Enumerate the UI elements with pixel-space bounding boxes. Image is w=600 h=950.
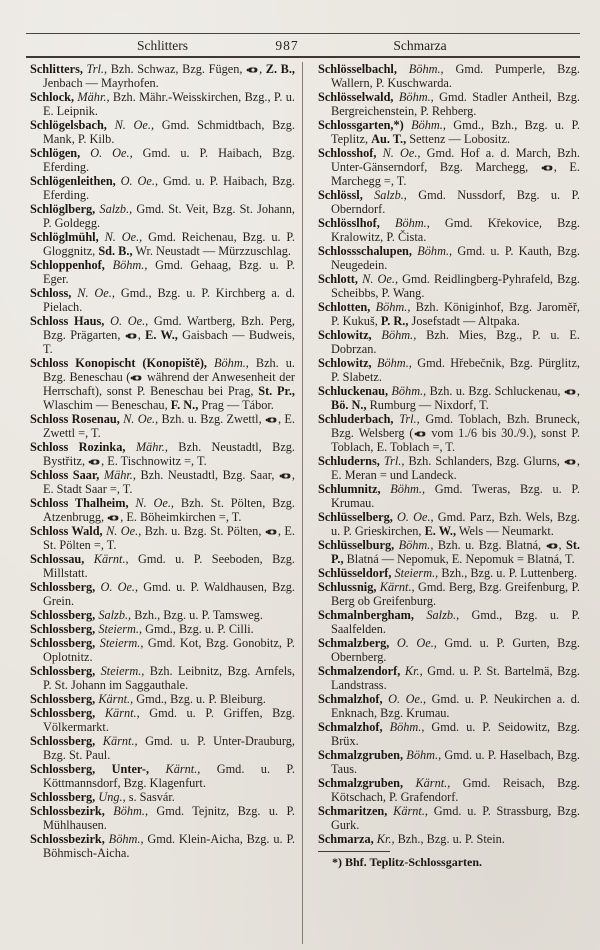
entry-region: Mähr.,	[125, 440, 168, 454]
posthorn-icon	[564, 458, 577, 466]
entry-region: N. Oe.,	[71, 286, 115, 300]
posthorn-icon	[541, 164, 554, 172]
entry-region: Kärnt.,	[387, 804, 428, 818]
gazetteer-entry	[318, 636, 580, 664]
gazetteer-entry	[30, 692, 295, 706]
entry-text: Gmd. Gehaag, Bzg. u. P. Eger.	[43, 258, 295, 286]
entry-name: Schlott,	[318, 272, 358, 286]
entry-text: Gmd. Berg, Bzg. Greifenburg, P. Berg ob Greifenburg.	[331, 580, 580, 608]
entry-region: Kärnt.,	[95, 734, 138, 748]
entry-text: s. Sasvár.	[125, 790, 175, 804]
entry-text: Bzh. u. Bzg. Zwettl,	[158, 412, 265, 426]
entry-name: Schloss Wald,	[30, 524, 103, 538]
gazetteer-entry	[30, 622, 295, 636]
entry-name: Schlöglberg,	[30, 202, 96, 216]
entry-name: Schmalzgruben,	[318, 776, 404, 790]
gazetteer-entry	[318, 692, 580, 720]
header-rule	[26, 56, 580, 58]
entry-text: Gmd., Bzh., Bzg. u. P. Teplitz,	[331, 118, 580, 146]
entry-text: Gmd. Tejnitz, Bzg. u. P. Mühlhausen.	[43, 804, 295, 832]
entry-name: Schlossberg,	[30, 622, 96, 636]
gazetteer-entry	[30, 356, 295, 412]
entry-text: , E. Stadt Saar =, T.	[43, 468, 295, 496]
posthorn-icon	[564, 388, 577, 396]
entry-text: Gmd. Schmidtbach, Bzg. Mank, P. Kilb.	[43, 118, 295, 146]
entry-text: Bzh. Leibnitz, Bzg. Arnfels, P. St. Johann im Saggauthale.	[43, 664, 295, 692]
gazetteer-entry	[30, 636, 295, 664]
entry-name: Schloss Rosenau,	[30, 412, 120, 426]
gazetteer-entry	[318, 720, 580, 748]
entry-text: Gmd. St. Veit, Bzg. St. Johann, P. Goldegg.	[43, 202, 295, 230]
entry-text: Gmd. Pumperle, Bzg. Wallern, P. Kuschwarda.	[331, 62, 580, 90]
entry-name: Schlösselbachl,	[318, 62, 397, 76]
gazetteer-entry	[30, 90, 295, 118]
entry-text: Gaisbach — Budweis, T.	[43, 328, 295, 356]
entry-region: Böhm.,	[403, 748, 442, 762]
gazetteer-entry	[30, 762, 295, 790]
entry-region: Kärnt.,	[95, 706, 140, 720]
entry-region: Salzb.,	[414, 608, 460, 622]
entry-text: Gmd. Parz, Bzh. Wels, Bzg. u. P. Grieskirchen,	[331, 510, 580, 538]
entry-name: Schlossberg,	[30, 790, 96, 804]
entry-text: ,	[137, 328, 146, 342]
posthorn-icon	[546, 542, 559, 550]
entry-name: Schlumnitz,	[318, 482, 381, 496]
entry-region: Salzb.,	[95, 608, 132, 622]
entry-region: Böhm.,	[394, 538, 434, 552]
entry-name: Schlossschalupen,	[318, 244, 412, 258]
entry-region: Kr.,	[400, 664, 423, 678]
entry-name: Schlösslhof,	[318, 216, 380, 230]
entry-text: Bzh. u. Bzg. Blatná,	[433, 538, 546, 552]
entry-region: Böhm.,	[104, 832, 144, 846]
entry-region: Böhm.,	[411, 244, 453, 258]
entry-text: , E. Tischnowitz =, T.	[101, 454, 207, 468]
gazetteer-entry	[318, 482, 580, 510]
entry-text: Gmd. u. P. Gurten, Bzg. Obernberg.	[331, 636, 580, 664]
gazetteer-entry	[30, 118, 295, 146]
entry-text: Bzh. u. Bzg. Schluckenau,	[426, 384, 564, 398]
entry-region: Kr.,	[373, 832, 395, 846]
entry-text: Gmd., Bzg. u. P. Cilli.	[142, 622, 254, 636]
entry-text: Gmd. Křekovice, Bzg. Kralowitz, P. Čista.	[331, 216, 580, 244]
gazetteer-entry	[30, 314, 295, 356]
entry-name: Schlowitz,	[318, 356, 372, 370]
gazetteer-entry	[30, 258, 295, 286]
entry-region: Böhm.,	[379, 216, 430, 230]
entry-text: Gmd. u. P. Griffen, Bzg. Völkermarkt.	[43, 706, 295, 734]
entry-region: Trl.,	[82, 62, 108, 76]
gazetteer-entry	[318, 566, 580, 580]
entry-name: Schlitters,	[30, 62, 83, 76]
entry-text: Gmd. u. P. Haselbach, Bzg. Taus.	[331, 748, 580, 776]
entry-region: Böhm.,	[396, 62, 444, 76]
entry-region: O. Oe.,	[80, 146, 133, 160]
gazetteer-entry	[318, 216, 580, 244]
entry-name: Schloss Rozinka,	[30, 440, 126, 454]
gazetteer-entry	[30, 146, 295, 174]
entry-name: P. R.,	[380, 314, 409, 328]
entry-name: Schlossbezirk,	[30, 832, 105, 846]
footnote-rule	[318, 851, 390, 852]
gazetteer-entry	[318, 272, 580, 300]
entry-text: Gmd. Reidlingberg-Pyhrafeld, Bzg. Scheibbs, P. Wang.	[331, 272, 580, 300]
gazetteer-entry	[30, 524, 295, 552]
posthorn-icon	[279, 472, 292, 480]
entry-region: Kärnt.,	[403, 776, 451, 790]
gazetteer-entry	[30, 664, 295, 692]
entry-region: Salzb.,	[95, 202, 133, 216]
entry-text: Bzh. Neustadtl, Bzg. Saar,	[135, 468, 279, 482]
entry-text: Gmd. u. P. Seeboden, Bzg. Millstatt.	[43, 552, 295, 580]
gazetteer-entry	[30, 706, 295, 734]
entry-region: O. Oe.,	[392, 510, 434, 524]
entry-name: Schlüsseldorf,	[318, 566, 392, 580]
gazetteer-entry	[30, 608, 295, 622]
entry-text: Prag — Tábor.	[198, 398, 274, 412]
entry-name: Schlossau,	[30, 552, 85, 566]
entry-name: Schloss Haus,	[30, 314, 105, 328]
entry-region: Steierm.,	[391, 566, 439, 580]
entry-text: Bzh. Mies, Bzg., P. u. E. Dobrzan.	[331, 328, 580, 356]
entry-name: E. W.,	[424, 524, 457, 538]
entry-name: Schlussnig,	[318, 580, 377, 594]
entry-name: Schluckenau,	[318, 384, 389, 398]
entry-name: Schlüsselberg,	[318, 510, 393, 524]
entry-name: Schloss Konopischt (Konopiště),	[30, 356, 207, 370]
top-rule	[26, 33, 580, 34]
entry-text: Gmd. Kot, Bzg. Gonobitz, P. Oplotnitz.	[43, 636, 295, 664]
entry-name: Schlöglmühl,	[30, 230, 99, 244]
gazetteer-entry	[318, 510, 580, 538]
entry-text: Bzh., Bzg. u. P. Luttenberg.	[438, 566, 578, 580]
entry-name: Schmalzberg,	[318, 636, 390, 650]
entry-region: Böhm.,	[403, 118, 446, 132]
gazetteer-entry	[318, 748, 580, 776]
entry-text: Bzh., Bzg. u. P. Stein.	[394, 832, 505, 846]
entry-name: Schlögelsbach,	[30, 118, 107, 132]
gazetteer-entry	[318, 664, 580, 692]
entry-name: Schlossberg,	[30, 636, 96, 650]
entry-name: Schmalnbergham,	[318, 608, 414, 622]
gazetteer-entry	[30, 734, 295, 762]
entry-text: ,	[576, 384, 580, 398]
entry-name: Schloss Saar,	[30, 468, 100, 482]
gazetteer-entry	[318, 454, 580, 482]
entry-text: Bzh. Neustadtl, Bzg. Bystřitz,	[43, 440, 295, 468]
entry-name: Schmalzgruben,	[318, 748, 404, 762]
entry-text: , E. Böheimkirchen =, T.	[120, 510, 242, 524]
entry-name: Schmalzhof,	[318, 720, 383, 734]
entry-name: Schlossberg,	[30, 706, 96, 720]
gazetteer-entry	[30, 580, 295, 608]
posthorn-icon	[265, 416, 278, 424]
gazetteer-entry	[318, 118, 580, 146]
footnote: *) Bhf. Teplitz-Schlossgarten.	[332, 855, 483, 869]
entry-name: Bö. N.,	[331, 398, 367, 412]
entry-name: Sd. B.,	[98, 244, 133, 258]
gazetteer-entry	[318, 328, 580, 356]
gazetteer-entry	[30, 804, 295, 832]
entry-name: Schlossberg,	[30, 664, 96, 678]
gazetteer-entry	[318, 804, 580, 832]
entry-text: während der Anwesenheit der Herrschaft), sonst P. Beneschau bei Prag,	[43, 370, 295, 398]
posthorn-icon	[130, 374, 143, 382]
entry-text: Gmd. u. P. Haibach, Bzg. Eferding.	[43, 174, 295, 202]
entry-name: Schloss Thalheim,	[30, 496, 129, 510]
entry-region: Böhm.,	[371, 356, 412, 370]
entry-name: Schlotten,	[318, 300, 371, 314]
entry-region: O. Oe.,	[115, 174, 159, 188]
entry-name: Schlögenleithen,	[30, 174, 116, 188]
entry-region: Böhm.,	[380, 482, 426, 496]
entry-name: Schmarza,	[318, 832, 374, 846]
entry-name: St. P.,	[331, 538, 580, 566]
left-column	[30, 62, 295, 860]
entry-name: St. Pr.,	[258, 384, 295, 398]
entry-region: N. Oe.,	[102, 524, 142, 538]
entry-name: Schmalzhof,	[318, 692, 383, 706]
entry-name: Schmalzendorf,	[318, 664, 401, 678]
entry-name: Schloss,	[30, 286, 72, 300]
entry-name: Schlossberg,	[30, 692, 96, 706]
entry-text: Gmd., Bzg. u. P. Bleiburg.	[133, 692, 266, 706]
gazetteer-entry	[30, 412, 295, 440]
entry-region: O. Oe.,	[95, 580, 139, 594]
entry-region: Steierm.,	[95, 664, 145, 678]
entry-name: Schlossberg,	[30, 734, 96, 748]
entry-text: Bzh. Mähr.-Weisskirchen, Bzg., P. u. E. Leipnik.	[43, 90, 296, 118]
entry-text: Gmd. Wartberg, Bzh. Perg, Bzg. Prägarten,	[43, 314, 296, 342]
entry-region: Steierm.,	[95, 622, 143, 636]
entry-region: O. Oe.,	[389, 636, 437, 650]
entry-name: Schlossbezirk,	[30, 804, 105, 818]
entry-region: Kärnt.,	[376, 580, 415, 594]
entry-region: Böhm.,	[371, 328, 417, 342]
running-header	[0, 38, 600, 54]
entry-region: N. Oe.,	[106, 118, 155, 132]
entry-text: Gmd. u. P. Köttmannsdorf, Bzg. Klagenfurt.	[43, 762, 295, 790]
entry-text: Gmd. Hřebečnik, Bzg. Pürglitz, P. Slabetz.	[331, 356, 580, 384]
page-number: 987	[275, 38, 299, 53]
entry-name: Z. B.,	[265, 62, 296, 76]
entry-name: E. W.,	[145, 328, 178, 342]
entry-region: Böhm.,	[104, 258, 148, 272]
entry-text: Wlaschim — Beneschau,	[43, 398, 171, 412]
header-right-keyword: Schmarza	[393, 38, 447, 53]
entry-region: Kärnt.,	[149, 762, 201, 776]
entry-name: Schlögen,	[30, 146, 81, 160]
gazetteer-entry	[30, 552, 295, 580]
entry-text: , E. Meran = und Landeck.	[331, 454, 580, 482]
entry-name: Schlüsselburg,	[318, 538, 395, 552]
entry-text: Gmd. u. P. Seidowitz, Bzg. Brüx.	[331, 720, 580, 748]
entry-text: Bzh. St. Pölten, Bzg. Atzenbrugg,	[43, 496, 295, 524]
gazetteer-entry	[318, 832, 580, 846]
entry-text: Gmd. Stadler Antheil, Bzg. Bergreichenstein, P. Rehberg.	[331, 90, 580, 118]
gazetteer-entry	[30, 230, 295, 258]
posthorn-icon	[125, 332, 138, 340]
entry-name: Schlossberg,	[30, 608, 96, 622]
entry-text: Gmd. u. P. St. Bartelmä, Bzg. Landstrass.	[331, 664, 580, 692]
entry-name: Schlowitz,	[318, 328, 372, 342]
entry-region: N. Oe.,	[98, 230, 143, 244]
entry-region: O. Oe.,	[382, 692, 427, 706]
gazetteer-entry	[318, 300, 580, 328]
entry-text: vom 1./6 bis 30./9.), sonst P. Toblach, E. Toblach =, T.	[331, 426, 580, 454]
entry-text: Wels — Neumarkt.	[456, 524, 554, 538]
entry-text: Rumburg — Nixdorf, T.	[366, 398, 489, 412]
entry-text: Gmd., Bzg. u. P. Saalfelden.	[331, 608, 580, 636]
entry-name: Schluderns,	[318, 454, 380, 468]
entry-text: ,	[259, 62, 266, 76]
entry-region: N. Oe.,	[376, 146, 421, 160]
column-divider	[302, 62, 303, 944]
right-column	[318, 62, 580, 869]
header-left-keyword: Schlitters	[137, 38, 188, 53]
entry-text: Gmd. u. P. Waldhausen, Bzg. Grein.	[43, 580, 295, 608]
entry-region: Trl.,	[393, 412, 420, 426]
gazetteer-entry	[318, 90, 580, 118]
entry-region: Kärnt.,	[95, 692, 134, 706]
entry-text: Gmd. Nussdorf, Bzg. u. P. Oberndorf.	[331, 188, 580, 216]
entry-region: Mähr.,	[74, 90, 110, 104]
entry-text: Gmd. u. P. Unter-Drauburg, Bzg. St. Paul.	[43, 734, 295, 762]
entry-text: Wr. Neustadt — Mürzzuschlag.	[132, 244, 291, 258]
gazetteer-entry	[318, 384, 580, 412]
entry-region: Böhm.,	[207, 356, 249, 370]
entry-region: N. Oe.,	[128, 496, 175, 510]
gazetteer-entry	[318, 776, 580, 804]
gazetteer-entry	[318, 412, 580, 454]
gazetteer-entry	[318, 538, 580, 566]
entry-region: Böhm.,	[370, 300, 411, 314]
entry-text: Gmd. u. P. Strassburg, Bzg. Gurk.	[331, 804, 580, 832]
entry-name: F. N.,	[170, 398, 199, 412]
entry-text: Gmd. Reisach, Bzg. Kötschach, P. Grafendorf.	[331, 776, 580, 804]
entry-text: Bzh. Schwaz, Bzg. Fügen,	[107, 62, 247, 76]
gazetteer-entry	[318, 244, 580, 272]
entry-region: Böhm.,	[393, 90, 434, 104]
gazetteer-entry	[30, 174, 295, 202]
entry-text: Gmd., Bzg. u. P. Kirchberg a. d. Pielach.	[43, 286, 295, 314]
gazetteer-entry	[318, 356, 580, 384]
gazetteer-entry	[30, 496, 295, 524]
entry-region: Böhm.,	[382, 720, 425, 734]
entry-text: Bzh., Bzg. u. P. Tamsweg.	[131, 608, 263, 622]
entry-region: N. Oe.,	[119, 412, 159, 426]
gazetteer-entry	[30, 468, 295, 496]
entry-text: , E. St. Pölten =, T.	[43, 524, 295, 552]
entry-text: ,	[558, 538, 566, 552]
entry-region: Kärnt.,	[84, 552, 129, 566]
entry-name: Schlock,	[30, 90, 75, 104]
entry-text: Bzh. u. Bzg. Beneschau (	[43, 356, 295, 384]
entry-text: Gmd. Tweras, Bzg. u. P. Krumau.	[331, 482, 580, 510]
entry-region: Böhm.,	[104, 804, 149, 818]
entry-text: Josefstadt — Altpaka.	[408, 314, 520, 328]
entry-text: Jenbach — Mayrhofen.	[43, 76, 159, 90]
entry-name: Schlossberg,	[30, 580, 96, 594]
entry-region: Steierm.,	[95, 636, 144, 650]
entry-text: Gmd. Hof a. d. March, Bzh. Unter-Gänserndorf, Bzg. Marchegg,	[331, 146, 580, 174]
entry-text: Gmd. Reichenau, Bzg. u. P. Gloggnitz,	[43, 230, 295, 258]
entry-text: Settenz — Lobositz.	[406, 132, 511, 146]
gazetteer-entry	[30, 790, 295, 804]
entry-text: Bzh. Schlanders, Bzg. Glurns,	[404, 454, 564, 468]
entry-text: , E. Zwettl =, T.	[43, 412, 295, 440]
entry-name: Schlössl,	[318, 188, 363, 202]
gazetteer-entry	[318, 62, 580, 90]
entry-region: N. Oe.,	[357, 272, 399, 286]
entry-text: Blatná — Nepomuk, E. Nepomuk = Blatná, T.	[343, 552, 575, 566]
gazetteer-entry	[318, 580, 580, 608]
entry-text: Gmd. u. P. Kauth, Bzg. Neugedein.	[331, 244, 580, 272]
posthorn-icon	[88, 458, 101, 466]
entry-name: Schloppenhof,	[30, 258, 105, 272]
entry-text: Gmd. Toblach, Bzh. Bruneck, Bzg. Welsberg (	[331, 412, 580, 440]
entry-name: Schlosshof,	[318, 146, 377, 160]
entry-region: Trl.,	[379, 454, 405, 468]
entry-text: Gmd. u. P. Neukirchen a. d. Enknach, Bzg. Krumau.	[331, 692, 580, 720]
entry-name: Schmaritzen,	[318, 804, 388, 818]
entry-region: Mähr.,	[99, 468, 136, 482]
posthorn-icon	[107, 514, 120, 522]
entry-text: , E. Marchegg =, T.	[331, 160, 580, 188]
posthorn-icon	[246, 66, 259, 74]
gazetteer-entry	[318, 608, 580, 636]
entry-region: Böhm.,	[388, 384, 427, 398]
entry-name: Schlossberg, Unter-,	[30, 762, 150, 776]
entry-text: Bzh. Königinhof, Bzg. Jaroměř, P. Kukuš,	[331, 300, 580, 328]
gazetteer-entry	[30, 62, 295, 90]
entry-name: Schlösselwald,	[318, 90, 394, 104]
entry-text: Bzh. u. Bzg. St. Pölten,	[141, 524, 265, 538]
entry-name: Au. T.,	[371, 132, 407, 146]
posthorn-icon	[414, 430, 427, 438]
gazetteer-entry	[30, 832, 295, 860]
gazetteer-entry	[30, 440, 295, 468]
entry-text: Gmd. Klein-Aicha, Bzg. u. P. Böhmisch-Aicha.	[43, 832, 295, 860]
gazetteer-entry	[30, 202, 295, 230]
entry-text: Gmd. u. P. Haibach, Bzg. Eferding.	[43, 146, 295, 174]
posthorn-icon	[265, 528, 278, 536]
entry-region: O. Oe.,	[104, 314, 149, 328]
entry-region: Ung.,	[95, 790, 126, 804]
entry-region: Salzb.,	[362, 188, 407, 202]
entry-name: Schlossgarten,*)	[318, 118, 404, 132]
gazetteer-entry	[318, 188, 580, 216]
entry-name: Schluderbach,	[318, 412, 394, 426]
gazetteer-entry	[318, 146, 580, 188]
gazetteer-entry	[30, 286, 295, 314]
